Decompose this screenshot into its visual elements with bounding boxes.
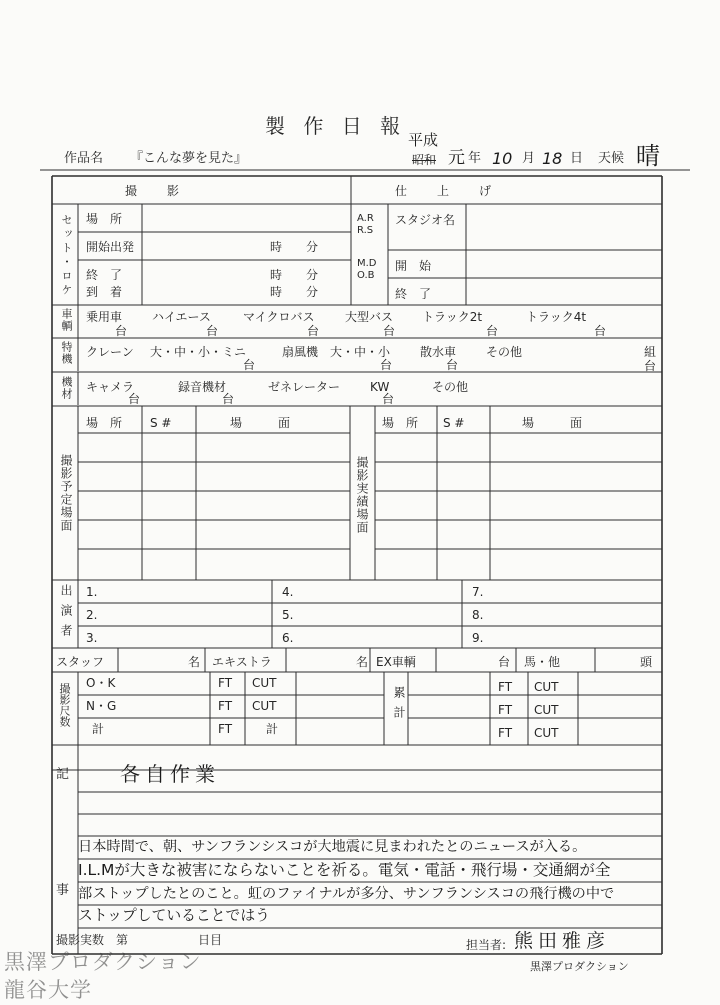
day-label: 日 <box>570 151 584 166</box>
end-label: 終 了 <box>86 268 123 282</box>
sound-equipment-label: 録音機材 <box>178 380 227 394</box>
cum-cut: CUT <box>534 726 559 740</box>
ex-car-unit: 台 <box>498 655 511 669</box>
work-label: 作品名 <box>64 151 104 166</box>
start-label: 開始出発 <box>86 240 135 254</box>
era-printed: 昭和 <box>412 153 437 167</box>
note-line-5: ストップしていることではう <box>78 907 270 924</box>
note-line-3: I.L.Mが大きな被害にならないことを祈る。電気・電話・飛行場・交通網が全 <box>78 861 611 879</box>
cum-ft: FT <box>498 680 513 694</box>
place-label: 場 所 <box>86 212 123 226</box>
actual-place-col: 場 所 <box>382 416 419 430</box>
special-side-label: 特機 <box>60 341 73 365</box>
era-handwritten: 平成 <box>408 131 439 149</box>
year-handwritten: 元 <box>448 148 465 168</box>
day-handwritten: 18 <box>542 149 563 168</box>
cast-number: 2. <box>86 608 98 622</box>
total-kei: 計 <box>266 722 279 736</box>
extra-label: エキストラ <box>212 655 272 669</box>
watermark-line-2: 龍谷大学 <box>4 978 92 1002</box>
crane-sizes: 大・中・小・ミニ <box>150 345 247 359</box>
ok-cut: CUT <box>252 676 277 690</box>
cast-number: 3. <box>86 631 98 645</box>
water-truck-label: 散水車 <box>420 345 457 359</box>
vehicle-truck-4t: トラック4t <box>526 310 587 324</box>
cast-number: 6. <box>282 631 294 645</box>
ok-label: O・K <box>86 676 116 690</box>
company-name: 黒澤プロダクション <box>530 960 629 973</box>
vehicles-side-label: 車輌 <box>60 308 73 332</box>
unit-dai: 台 <box>383 324 396 338</box>
vehicle-microbus: マイクロバス <box>243 310 315 324</box>
month-handwritten: 10 <box>492 149 513 168</box>
month-label: 月 <box>522 151 536 166</box>
unit-dai: 台 <box>222 392 235 406</box>
year-label: 年 <box>468 151 482 166</box>
unit-dai: 台 <box>382 392 395 406</box>
staff-unit: 名 <box>188 655 201 669</box>
vehicle-large-bus: 大型バス <box>345 310 394 324</box>
unit-dai: 台 <box>644 359 657 373</box>
planned-scenes-label: 撮影予定場面 <box>59 454 73 532</box>
ng-label: N・G <box>86 699 117 713</box>
special-other-label: その他 <box>486 345 523 359</box>
planned-place-col: 場 所 <box>86 416 123 430</box>
shooting-header: 撮 影 <box>125 184 182 198</box>
begin-label: 開 始 <box>395 259 432 273</box>
page-title: 製 作 日 報 <box>265 114 407 138</box>
actual-scene-col: 場 面 <box>522 416 583 430</box>
generator-label: ゼネレーター <box>268 380 341 394</box>
unit-dai: 台 <box>206 324 219 338</box>
unit-dai: 台 <box>307 324 320 338</box>
work-name: 『こんな夢を見た』 <box>130 151 248 166</box>
cum-ft: FT <box>498 703 513 717</box>
cast-number: 9. <box>472 631 484 645</box>
notes-ki-label: 記 <box>56 767 70 782</box>
end-time-units: 時 分 <box>270 268 319 282</box>
unit-dai: 台 <box>380 358 393 372</box>
staff-label: スタッフ <box>56 655 105 669</box>
note-line-2: 日本時間で、朝、サンフランシスコが大地震に見まわれたとのニュースが入る。 <box>78 839 587 855</box>
fan-sizes: 大・中・小 <box>330 345 391 359</box>
weather-label: 天候 <box>598 151 625 166</box>
camera-label: キャメラ <box>86 380 135 394</box>
cast-number: 8. <box>472 608 484 622</box>
unit-dai: 台 <box>446 358 459 372</box>
ar-rs-label: A.R R.S <box>357 213 374 236</box>
vehicle-sedan: 乗用車 <box>86 310 123 324</box>
notes-ji-label: 事 <box>56 883 70 898</box>
set-location-side-label: セット・ロケ <box>60 214 73 298</box>
unit-dai: 台 <box>594 324 607 338</box>
arrival-time-units: 時 分 <box>270 285 319 299</box>
fan-label: 扇風機 <box>282 345 319 359</box>
weather-handwritten: 晴 <box>636 142 660 170</box>
md-ob-label: M.D O.B <box>357 258 377 281</box>
horse-label: 馬・他 <box>524 655 561 669</box>
vehicle-hiace: ハイエース <box>152 310 211 324</box>
ex-car-label: EX車輌 <box>376 655 416 669</box>
shoot-days-label: 撮影実数 第 <box>56 933 129 947</box>
cum-cut: CUT <box>534 703 559 717</box>
cumulative-label: 累計 <box>392 686 406 726</box>
vehicle-truck-2t: トラック2t <box>422 310 483 324</box>
planned-scene-col: 場 面 <box>230 416 291 430</box>
unit-dai: 台 <box>486 324 499 338</box>
note-line-4: 部ストップしたとのこと。虹のファイナルが多分、サンフランシスコの飛行機の中で <box>78 886 615 902</box>
person-in-charge-name: 熊田雅彦 <box>514 930 611 952</box>
cum-cut: CUT <box>534 680 559 694</box>
start-time-units: 時 分 <box>270 240 319 254</box>
shoot-days-unit: 日目 <box>198 933 223 947</box>
cast-number: 1. <box>86 585 98 599</box>
finishing-header: 仕 上 げ <box>395 184 494 198</box>
crane-label: クレーン <box>86 345 134 359</box>
total-label: 計 <box>92 722 105 736</box>
extra-unit: 名 <box>356 655 369 669</box>
planned-s-col: S # <box>150 416 172 430</box>
actual-s-col: S # <box>443 416 465 430</box>
unit-dai: 台 <box>115 324 128 338</box>
unit-kumi: 組 <box>644 345 657 359</box>
actual-scenes-label: 撮影実績場面 <box>355 456 369 534</box>
cast-number: 7. <box>472 585 484 599</box>
studio-label: スタジオ名 <box>395 213 456 227</box>
unit-dai: 台 <box>243 358 256 372</box>
footage-side-label: 撮影尺数 <box>58 683 71 727</box>
cast-number: 5. <box>282 608 294 622</box>
kw-label: KW <box>370 380 390 394</box>
arrival-label: 到 着 <box>86 285 123 299</box>
ok-ft: FT <box>218 676 233 690</box>
horse-unit: 頭 <box>640 655 653 669</box>
watermark-line-1: 黒澤プロダクション <box>4 950 202 974</box>
equipment-side-label: 機材 <box>60 376 73 400</box>
equipment-other-label: その他 <box>432 380 469 394</box>
cum-ft: FT <box>498 726 513 740</box>
ng-ft: FT <box>218 699 233 713</box>
note-line-1: 各自作業 <box>120 762 220 786</box>
ng-cut: CUT <box>252 699 277 713</box>
finish-label: 終 了 <box>395 287 432 301</box>
person-in-charge-label: 担当者: <box>466 938 507 952</box>
cast-number: 4. <box>282 585 294 599</box>
total-ft: FT <box>218 722 233 736</box>
cast-side-label: 出演者 <box>59 584 73 644</box>
unit-dai: 台 <box>128 392 141 406</box>
